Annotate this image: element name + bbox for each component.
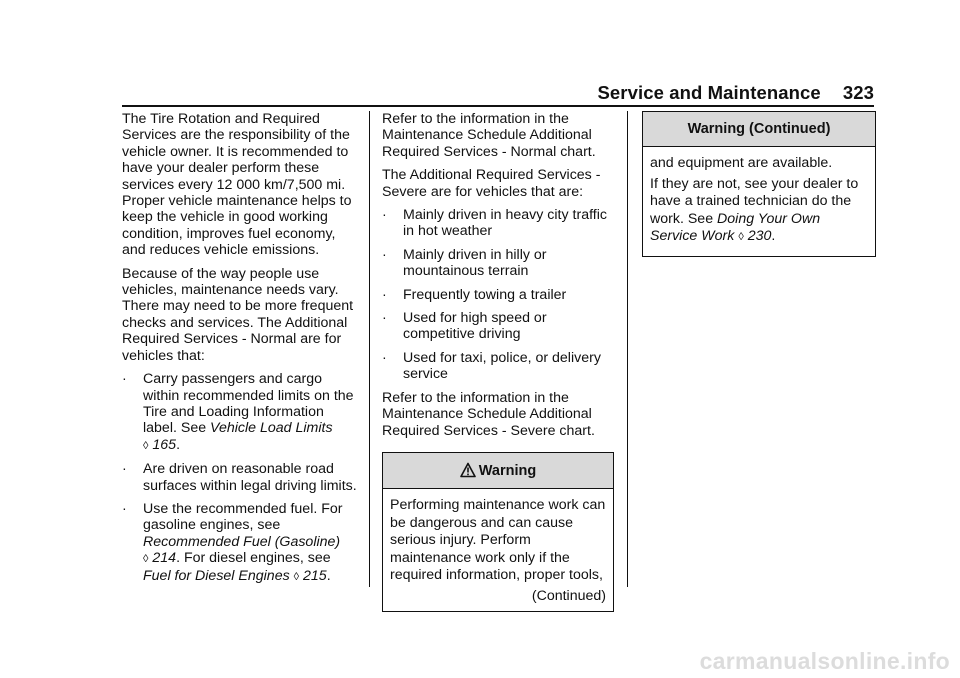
intro-paragraph: The Tire Rotation and Required Services are the responsibility of the vehicle owner. It is recommended to have your dealer perform these services every 12 000 km/7,500 mi. Proper vehicle maintenance helps to keep the vehicle in good working condition, improves fuel economy, and reduces vehicle emissions. (122, 111, 352, 259)
bullet: · (382, 349, 387, 366)
list-item: · Carry passengers and cargo within recommended limits on the Tire and Loading Information label. See Vehicle Load Limits ◊ 165. (122, 371, 354, 453)
list-item: · Mainly driven in hilly or mountainous terrain (382, 246, 547, 280)
warning-text: and equipment are available. (650, 155, 833, 172)
header-rule (122, 105, 874, 107)
page-header (597, 82, 874, 104)
cross-reference: Doing Your Own Service Work (650, 210, 821, 245)
severe-chart-paragraph: Refer to the information in the Maintenance Schedule Additional Required Services - Severe chart. (382, 389, 595, 439)
page-reference: 165 (152, 436, 177, 453)
continued-label: (Continued) (531, 587, 606, 604)
list-item: · Frequently towing a trailer (382, 286, 567, 303)
column-2 (382, 111, 614, 612)
warning-body (383, 489, 613, 611)
warning-body (643, 147, 875, 256)
warning-box-continued (642, 111, 876, 257)
bullet: · (122, 371, 127, 388)
column-1 (122, 111, 358, 592)
warning-title: Warning (478, 462, 537, 479)
bullet: · (382, 246, 387, 263)
page-ref-icon: ◊ (293, 570, 300, 583)
severe-services-paragraph: The Additional Required Services - Severe are for vehicles that are: (382, 167, 601, 200)
list-item: · Used for high speed or competitive driving (382, 310, 547, 343)
column-divider (627, 111, 628, 587)
section-title: Service and Maintenance (597, 82, 821, 103)
warning-icon (460, 462, 476, 478)
bullet: · (382, 310, 387, 327)
cross-reference: Vehicle Load Limits (210, 420, 333, 437)
warning-header (643, 112, 875, 147)
page-reference: 215 (303, 567, 327, 584)
list-item: · Use the recommended fuel. For gasoline engines, see Recommended Fuel (Gasoline) ◊ 214. For diesel engines, see Fuel for Diesel Engines ◊ 215. (122, 500, 343, 584)
page-number: 323 (842, 82, 874, 103)
warning-title: Warning (Continued) (687, 121, 831, 137)
warning-text: If they are not, see your dealer to have a trained technician do the work. See Doing Your Own Service Work ◊ 230. (650, 175, 859, 245)
page-ref-icon: ◊ (143, 439, 149, 452)
page-ref-icon: ◊ (738, 231, 744, 244)
warning-header (383, 453, 613, 489)
column-3 (642, 111, 876, 257)
bullet: · (382, 286, 387, 303)
normal-chart-paragraph: Refer to the information in the Maintenance Schedule Additional Required Services - Normal chart. (382, 111, 596, 160)
warning-text: Performing maintenance work can be dangerous and can cause serious injury. Perform maintenance work only if the required information, proper tools, (390, 497, 606, 584)
watermark: carmanualsonline.info (699, 648, 950, 674)
page-ref-icon: ◊ (143, 553, 149, 566)
list-item: · Are driven on reasonable road surfaces within legal driving limits. (122, 461, 357, 494)
bullet: · (122, 500, 127, 517)
warning-box (382, 452, 614, 612)
page-reference: 214 (152, 550, 177, 567)
bullet: · (122, 461, 127, 478)
bullet: · (382, 207, 387, 224)
cross-reference: Recommended Fuel (Gasoline) (143, 533, 341, 550)
list-item: · Used for taxi, police, or delivery service (382, 349, 601, 383)
normal-services-paragraph: Because of the way people use vehicles, maintenance needs vary. There may need to be more frequent checks and services. The Additional Required Services - Normal are for vehicles that: (122, 265, 354, 364)
column-divider (369, 111, 370, 587)
page-reference: 230 (747, 228, 772, 245)
cross-reference: Fuel for Diesel Engines (143, 567, 290, 584)
list-item: · Mainly driven in heavy city traffic in hot weather (382, 207, 607, 240)
